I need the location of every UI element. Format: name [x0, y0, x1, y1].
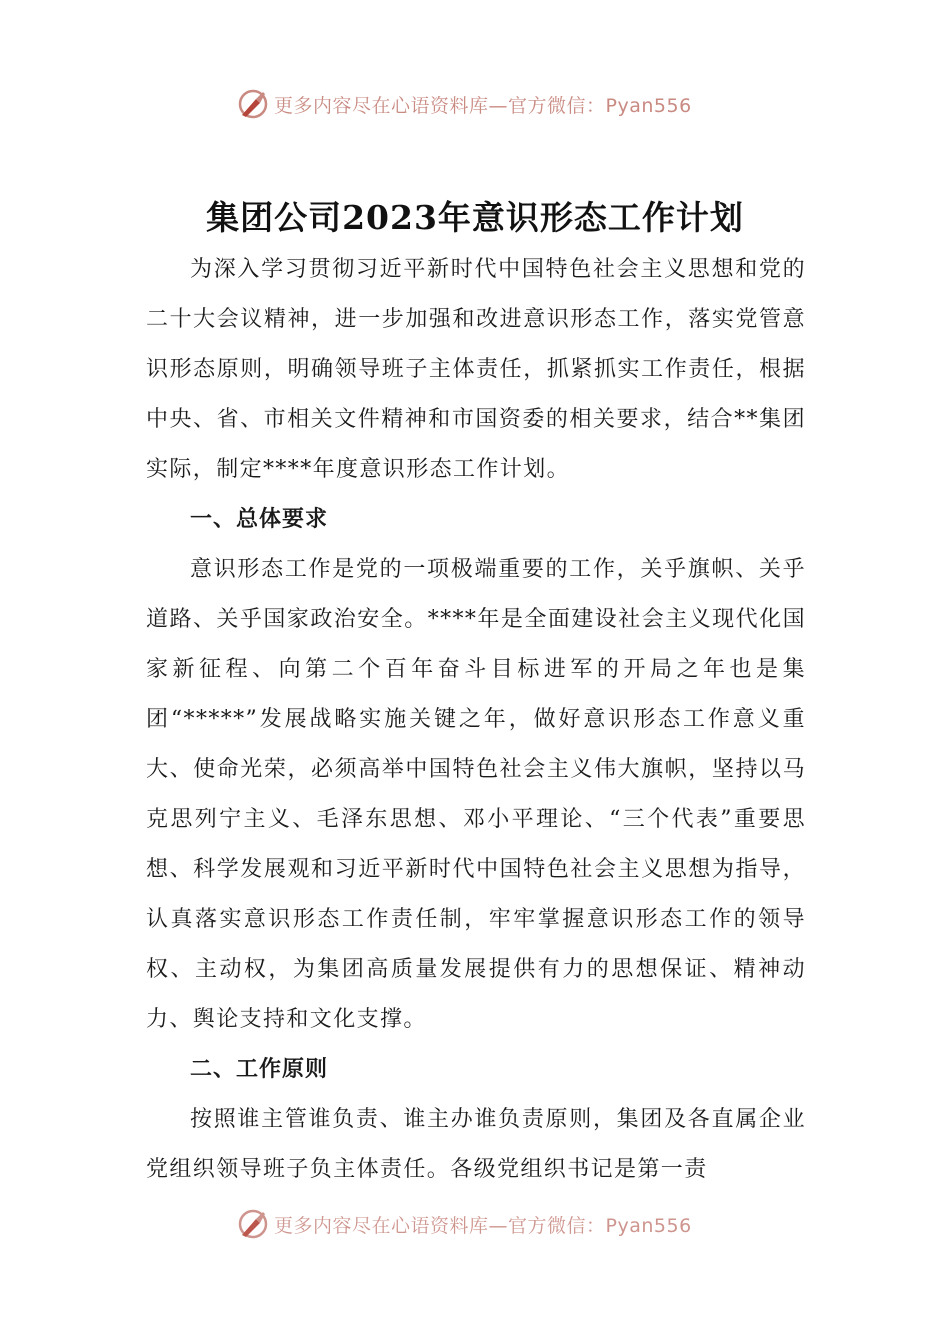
- section-2-paragraph: 按照谁主管谁负责、谁主办谁负责原则，集团及各直属企业党组织领导班子负主体责任。各级党组织书记是第一责: [146, 1107, 806, 1182]
- document-title: 集团公司2023年意识形态工作计划: [206, 198, 744, 237]
- section-1-heading: 一、总体要求: [190, 507, 329, 532]
- header-watermark: [236, 86, 692, 122]
- pen-nib-logo-icon: [236, 1207, 270, 1241]
- intro-paragraph: 为深入学习贯彻习近平新时代中国特色社会主义思想和党的二十大会议精神，进一步加强和改进意识形态工作，落实党管意识形态原则，明确领导班子主体责任，抓紧抓实工作责任，根据中央、省、市相关文件精神和市国资委的相关要求，结合**集团实际，制定****年度意识形态工作计划。: [146, 257, 806, 482]
- pen-nib-logo-icon: [236, 87, 270, 121]
- document-body: [146, 245, 806, 1195]
- section-1-paragraph: 意识形态工作是党的一项极端重要的工作，关乎旗帜、关乎道路、关乎国家政治安全。****年是全面建设社会主义现代化国家新征程、向第二个百年奋斗目标进军的开局之年也是集团“*****”发展战略实施关键之年，做好意识形态工作意义重大、使命光荣，必须高举中国特色社会主义伟大旗帜，坚持以马克思列宁主义、毛泽东思想、邓小平理论、“三个代表”重要思想、科学发展观和习近平新时代中国特色社会主义思想为指导，认真落实意识形态工作责任制，牢牢掌握意识形态工作的领导权、主动权，为集团高质量发展提供有力的思想保证、精神动力、舆论支持和文化支撑。: [146, 557, 806, 1032]
- section-2-heading: 二、工作原则: [190, 1057, 329, 1082]
- header-watermark-text: 更多内容尽在心语资料库—官方微信：Pyan556: [274, 94, 692, 117]
- footer-watermark: [236, 1206, 692, 1242]
- footer-watermark-text: 更多内容尽在心语资料库—官方微信：Pyan556: [274, 1214, 692, 1237]
